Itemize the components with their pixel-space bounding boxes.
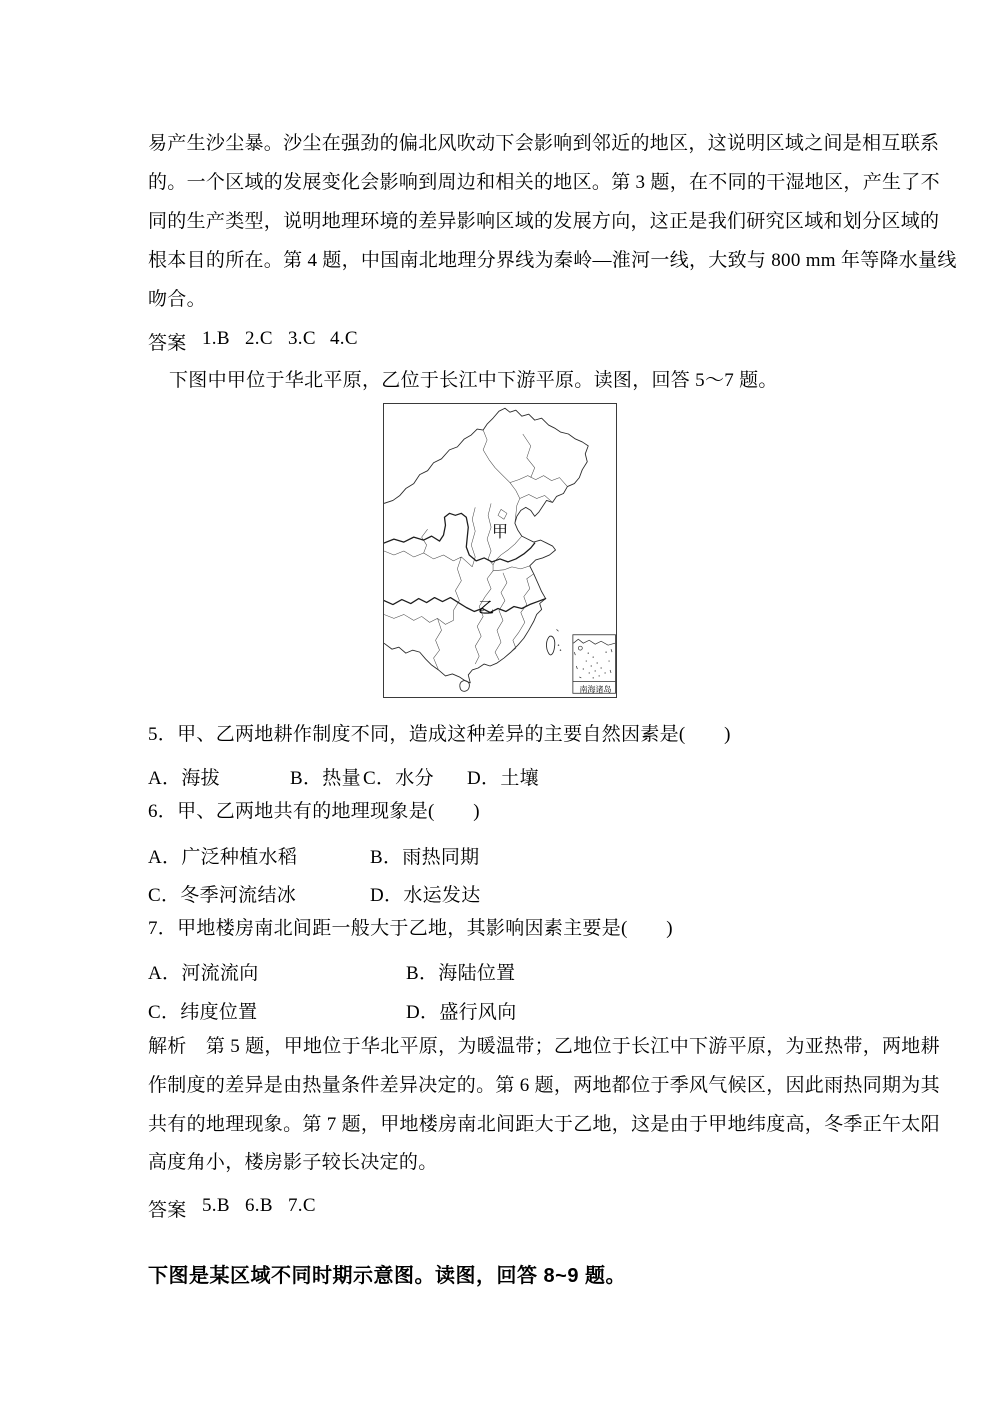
paragraph-line: 的。一个区域的发展变化会影响到周边和相关的地区。第 3 题，在不同的干湿地区，产生了不 [148, 172, 940, 193]
islet-dot [558, 644, 559, 645]
answers-row-1 [0, 328, 1000, 352]
answer-label: 答案 [148, 333, 187, 354]
options-row-q6-ab [0, 842, 1000, 866]
answer-item: 3.C [288, 328, 316, 349]
option-q5-c: C．水分 [363, 768, 434, 789]
taiwan-island [546, 636, 554, 655]
analysis-line: 高度角小，楼房影子较长决定的。 [148, 1152, 438, 1173]
answer-item: 6.B [245, 1195, 273, 1216]
option-q5-b: B．热量 [290, 768, 361, 789]
paragraph-line: 根本目的所在。第 4 题，中国南北地理分界线为秦岭—淮河一线，大致与 800 mm 年等降水量线 [148, 250, 957, 271]
option-q7-c: C．纬度位置 [148, 1002, 258, 1023]
analysis-line: 作制度的差异是由热量条件差异决定的。第 6 题，两地都位于季风气候区，因此雨热同期为其 [148, 1075, 940, 1096]
answer-item: 4.C [330, 328, 358, 349]
answer-item: 5.B [202, 1195, 230, 1216]
islet-dash [557, 629, 559, 631]
option-q5-d: D．土壤 [467, 768, 539, 789]
nanhai-inset-label: 南海诸岛 [579, 685, 612, 694]
option-q6-c: C．冬季河流结冰 [148, 885, 297, 906]
option-q7-d: D．盛行风向 [406, 1002, 517, 1023]
islet-dot [560, 649, 561, 650]
question-stem-5: 5．甲、乙两地耕作制度不同，造成这种差异的主要自然因素是( ) [148, 724, 731, 745]
options-row-q5 [0, 763, 1000, 787]
answers-row-2 [0, 1195, 1000, 1219]
paragraph-line: 易产生沙尘暴。沙尘在强劲的偏北风吹动下会影响到邻近的地区，这说明区域之间是相互联系 [148, 133, 940, 154]
option-q7-b: B．海陆位置 [406, 963, 516, 984]
answer-item: 2.C [245, 328, 273, 349]
answer-item: 1.B [202, 328, 230, 349]
options-row-q7-ab [0, 958, 1000, 982]
map-label-yi: 乙 [478, 600, 495, 617]
rivers [384, 513, 546, 612]
option-q5-a: A．海拔 [148, 768, 220, 789]
question-stem-7: 7．甲地楼房南北间距一般大于乙地，其影响因素主要是( ) [148, 918, 673, 939]
paragraph-line: 同的生产类型，说明地理环境的差异影响区域的发展方向，这正是我们研究区域和划分区域的 [148, 211, 940, 232]
next-section-intro: 下图是某区域不同时期示意图。读图，回答 8~9 题。 [148, 1265, 627, 1287]
option-q6-d: D．水运发达 [370, 885, 481, 906]
china-map-svg [384, 404, 616, 697]
hainan-island [460, 681, 470, 692]
analysis-line: 解析 第 5 题，甲地位于华北平原，为暖温带；乙地位于长江中下游平原，为亚热带，两地耕 [148, 1036, 940, 1057]
option-q6-b: B．雨热同期 [370, 847, 480, 868]
province-borders [384, 430, 567, 670]
china-outline [384, 408, 588, 683]
map-label-jia: 甲 [492, 524, 509, 541]
option-q7-a: A．河流流向 [148, 963, 259, 984]
question-stem-6: 6．甲、乙两地共有的地理现象是( ) [148, 801, 480, 822]
answer-label: 答案 [148, 1200, 187, 1221]
options-row-q6-cd [0, 880, 1000, 904]
answer-item: 7.C [288, 1195, 316, 1216]
paragraph-line: 吻合。 [148, 289, 206, 310]
options-row-q7-cd [0, 997, 1000, 1021]
china-map [383, 403, 617, 698]
option-q6-a: A．广泛种植水稻 [148, 847, 298, 868]
question-intro: 下图中甲位于华北平原，乙位于长江中下游平原。读图，回答 5～7 题。 [169, 370, 778, 391]
analysis-line: 共有的地理现象。第 7 题，甲地楼房南北间距大于乙地，这是由于甲地纬度高，冬季正午太阳 [148, 1114, 940, 1135]
